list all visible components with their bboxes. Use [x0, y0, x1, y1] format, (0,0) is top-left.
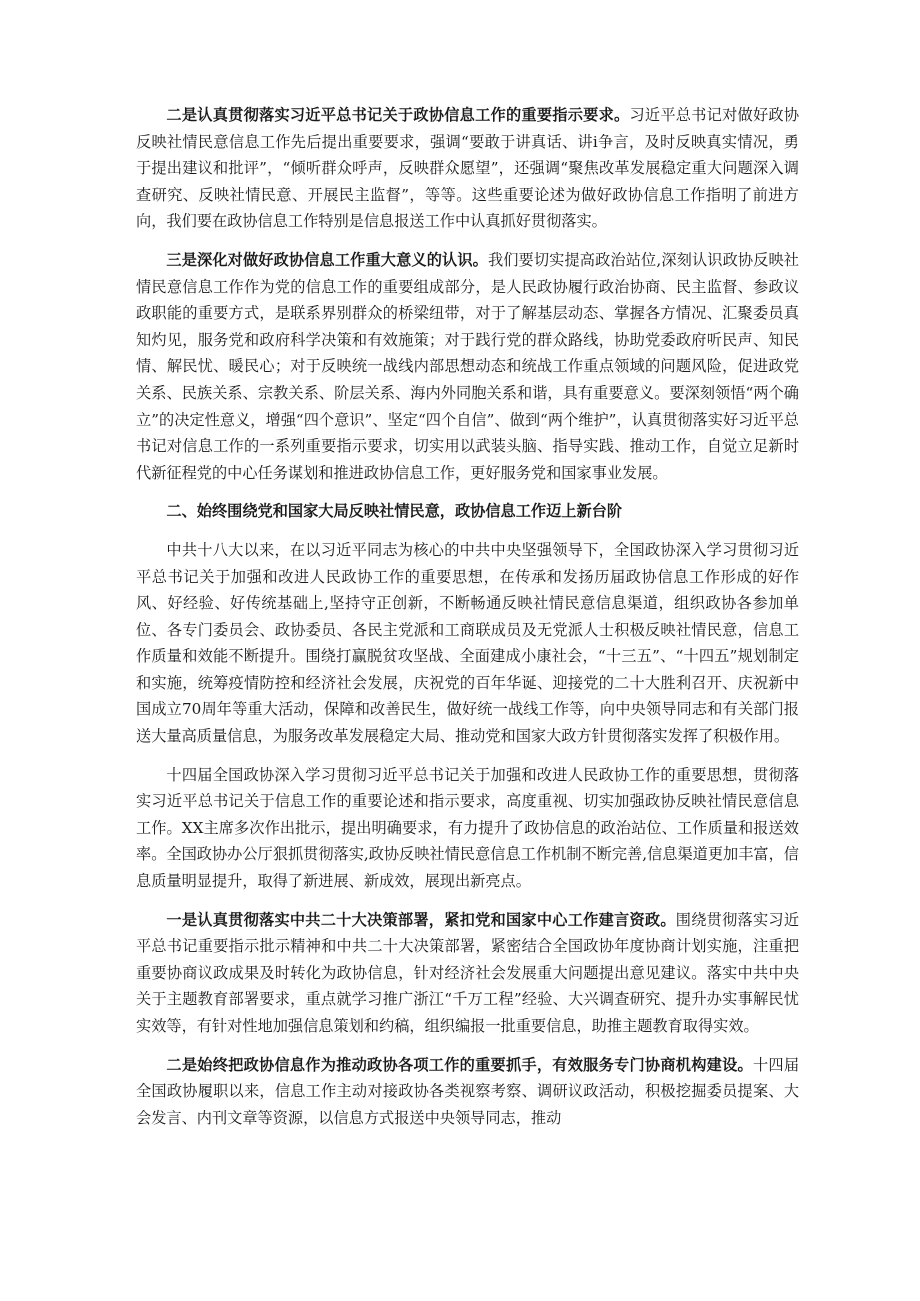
paragraph-body: 我们要切实提高政治站位,深刻认识政协反映社情民意信息工作作为党的信息工作的重要组成部分，是人民政协履行政治协商、民主监督、参政议政职能的重要方式，是联系界别群众的桥梁纽带，对于了解基层动态、掌握各方情况、汇聚委员真知灼见，服务党和政府科学决策和有效施策；对于践行党的群众路线，协助党委政府听民声、知民情、解民忧、暖民心；对于反映统一战线内部思想动态和统战工作重点领域的问题风险，促进政党关系、民族关系、宗教关系、阶层关系、海内外同胞关系和谐，具有重要意义。要深刻领悟“两个确立”的决定性意义，增强“四个意识”、坚定“四个自信”、做到“两个维护”，认真贯彻落实好习近平总书记对信息工作的一系列重要指示要求，切实用以武装头脑、指导实践、推动工作，自觉立足新时代新征程党的中心任务谋划和推进政协信息工作，更好服务党和国家事业发展。: [136, 250, 799, 482]
paragraph-body: 十四届全国政协深入学习贯彻习近平总书记关于加强和改进人民政协工作的重要思想，贯彻落实习近平总书记关于信息工作的重要论述和指示要求，高度重视、切实加强政协反映社情民意信息工作。XX主席多次作出批示，提出明确要求，有力提升了政协信息的政治站位、工作质量和报送效率。全国政协办公厅狠抓贯彻落实,政协反映社情民意信息工作机制不断完善,信息渠道更加丰富，信息质量明显提升，取得了新进展、新成效，展现出新亮点。: [136, 765, 799, 891]
paragraph-p3: [136, 537, 799, 750]
section-heading: 二、始终围绕党和国家大局反映社情民意，政协信息工作迈上新台阶: [166, 502, 623, 521]
document-page: [136, 102, 799, 1143]
paragraph-p5: [136, 907, 799, 1040]
paragraph-lead: 二是认真贯彻落实习近平总书记关于政协信息工作的重要指示要求。: [166, 106, 630, 124]
paragraph-p6: [136, 1052, 799, 1132]
paragraph-body: 十四届全国政协履职以来，信息工作主动对接政协各类视察考察、调研议政活动，积极挖掘委员提案、大会发言、内刊文章等资源，以信息方式报送中央领导同志，推动: [136, 1055, 800, 1127]
paragraph-lead: 二是始终把政协信息作为推动政协各项工作的重要抓手，有效服务专门协商机构建设。: [166, 1055, 753, 1074]
paragraph-lead: 一是认真贯彻落实中共二十大决策部署，紧扣党和国家中心工作建言资政。: [166, 910, 676, 929]
paragraph-p2: [136, 247, 799, 486]
paragraph-body: 习近平总书记对做好政协反映社情民意信息工作先后提出重要要求，强调“要敢于讲真话、讲i争言，及时反映真实情况，勇于提出建议和批评”，“倾听群众呼声，反映群众愿望”，还强调“聚焦改革发展稳定重大问题深入调查研究、反映社情民意、开展民主监督”，等等。这些重要论述为做好政协信息工作指明了前进方向，我们要在政协信息工作特别是信息报送工作中认真抓好贯彻落实。: [136, 106, 800, 231]
paragraph-lead: 三是深化对做好政协信息工作重大意义的认识。: [166, 250, 488, 269]
paragraph-p1: [136, 102, 799, 235]
paragraph-body: 围绕贯彻落实习近平总书记重要指示批示精神和中共二十大决策部署，紧密结合全国政协年度协商计划实施，注重把重要协商议政成果及时转化为政协信息，针对经济社会发展重大问题提出意见建议。落实中共中央关于主题教育部署要求，重点就学习推广浙江“千万工程”经验、大兴调查研究、提升办实事解民忧实效等，有针对性地加强信息策划和约稿，组织编报一批重要信息，助推主题教育取得实效。: [136, 910, 800, 1035]
paragraph-p4: [136, 762, 799, 895]
paragraph-body: 中共十八大以来，在以习近平同志为核心的中共中央坚强领导下，全国政协深入学习贯彻习近平总书记关于加强和改进人民政协工作的重要思想，在传承和发扬历届政协信息工作形成的好作风、好经验、好传统基础上,坚持守正创新，不断畅通反映社情民意信息渠道，组织政协各参加单位、各专门委员会、政协委员、各民主党派和工商联成员及无党派人士积极反映社情民意，信息工作质量和效能不断提升。围绕打赢脱贫攻坚战、全面建成小康社会，“十三五”、“十四五”规划制定和实施，统筹疫情防控和经济社会发展，庆祝党的百年华诞、迎接党的二十大胜利召开、庆祝新中国成立70周年等重大活动，保障和改善民生，做好统一战线工作等，向中央领导同志和有关部门报送大量高质量信息，为服务改革发展稳定大局、推动党和国家大政方针贯彻落实发挥了积极作用。: [136, 540, 799, 746]
